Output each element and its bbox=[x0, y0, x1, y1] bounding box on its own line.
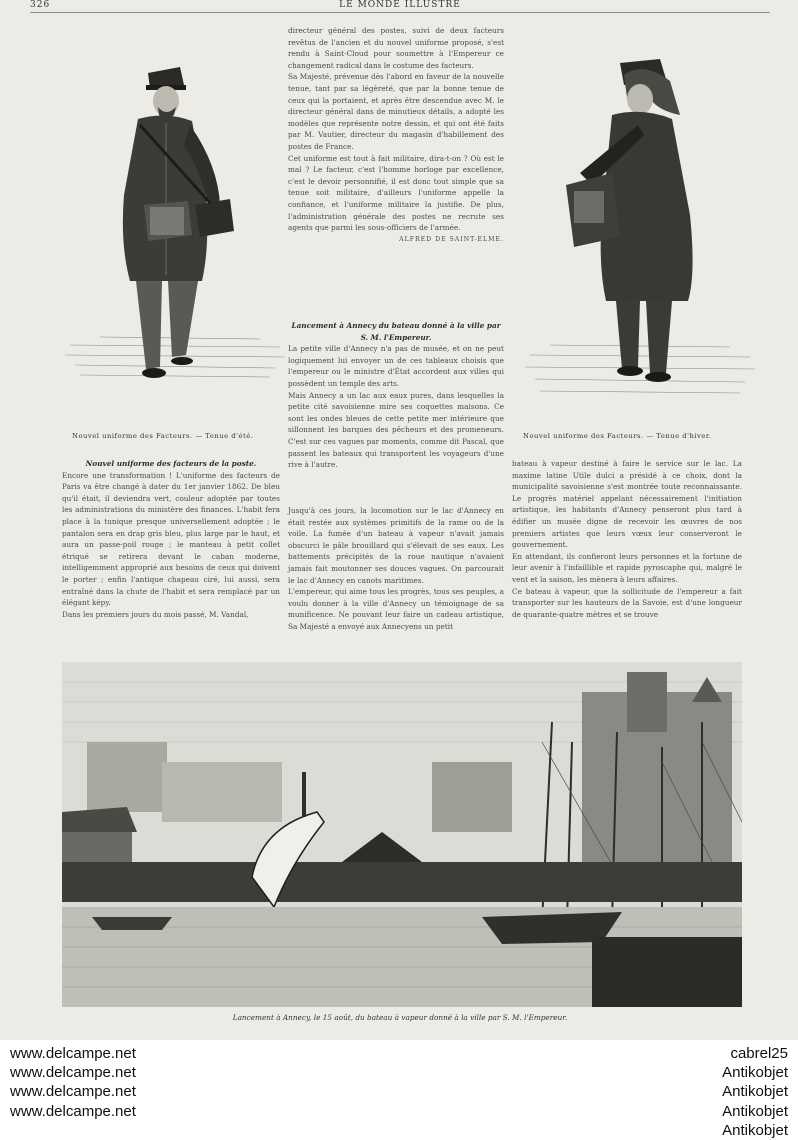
seller-name: Antikobjet bbox=[722, 1102, 788, 1120]
left-figure-caption: Nouvel uniforme des Facteurs. — Tenue d'été. bbox=[72, 432, 254, 440]
paragraph: Mais Annecy a un lac aux eaux pures, dans lesquelles la petite cité savoisienne mire ses coquettes maisons. Ce sont les ondes bleues de cette petite mer intérieure que sillonnent les barques des pêcheurs et des promeneurs. C'est sur ces vagues par moments, comme dit Pascal, que passent les bateaux qui transportent les voyageurs d'une rive à l'autre. bbox=[288, 390, 504, 470]
paragraph: La petite ville d'Annecy n'a pas de musée, et on ne peut logiquement lui envoyer un de ces tableaux choisis que l'empereur ou le ministre d'État accordent aux villes qui possèdent un temple des arts. bbox=[288, 344, 504, 388]
paragraph: bateau à vapeur destiné à faire le service sur le lac. La maxime latine Utile dulci a présidé à ce choix, dont la municipalité savoisienne s'est montrée toute reconnaissante. Le progrès matériel appelant nécessairement l'initiation artistique, les habitants d'Annecy penseront plus tard à édifier un musée digne de recevoir les œuvres de nos premiers artistes que leurs vœux leur conserveront le gouvernement. bbox=[512, 459, 742, 550]
bottom-figure-caption: Lancement à Annecy, le 15 août, du bateau à vapeur donné à la ville par S. M. l'Empereur. bbox=[232, 1013, 568, 1022]
article-heading: Lancement à Annecy du bateau donné à la ville par S. M. l'Empereur. bbox=[291, 321, 501, 342]
paragraph: directeur général des postes, suivi de deux facteurs revêtus de l'ancien et du nouvel uniforme proposé, s'est rendu à Saint-Cloud pour soumettre à l'Empereur ce changement radical dans le costume des facteurs. bbox=[288, 26, 504, 70]
watermark-footer bbox=[0, 1040, 798, 1139]
paragraph: En attendant, ils confieront leurs personnes et la fortune de leur avenir à l'infaillible et rapide pyroscaphe qui, malgré le vent et la saison, les mènera à leurs affaires. bbox=[512, 551, 742, 584]
article-annecy-lower bbox=[288, 505, 504, 633]
seller-name: cabrel25 bbox=[730, 1045, 788, 1062]
masthead-title: LE MONDE ILLUSTRÉ bbox=[339, 0, 461, 10]
article-postes bbox=[62, 458, 280, 620]
paragraph: Cet uniforme est tout à fait militaire, dira-t-on ? Où est le mal ? Le facteur, c'est l'homme horloge par excellence, c'est le devoir personnifié, il est donc tout simple que sa tenue soit militaire, d'ailleurs l'uniforme appelle la confiance, et l'uniforme militaire la justifie. De plus, l'administration générale des postes ne recrute ses agents que parmi les sous-officiers de l'armée. bbox=[288, 153, 504, 233]
article-heading: Nouvel uniforme des facteurs de la poste. bbox=[85, 459, 257, 468]
footer-seller-names bbox=[722, 1044, 788, 1140]
seller-name: Antikobjet bbox=[722, 1083, 788, 1101]
paragraph: Sa Majesté, prévenue dès l'abord en faveur de la nouvelle tenue, tant par sa légèreté, que par la bonne tenue de ceux qui la portaient, et après être descendue avec M. le directeur général dans de minutieux détails, a adopté les modèles que représente notre dessin, et qui ont été faits par M. Vautier, directeur du magasin d'habillement des postes de France. bbox=[288, 72, 504, 151]
article-postes-continuation bbox=[288, 25, 504, 245]
page-number: 326 bbox=[30, 0, 51, 10]
paragraph: Dans les premiers jours du mois passé, M. Vandal, bbox=[62, 609, 249, 619]
paragraph: Ce bateau à vapeur, que la sollicitude de l'empereur a fait transporter sur les hauteurs de la Savoie, est d'une longueur de quarante-quatre mètres et se trouve bbox=[512, 586, 742, 619]
article-signature: ALFRED DE SAINT-ELME. bbox=[399, 235, 504, 243]
footer-link[interactable]: www.delcampe.net bbox=[10, 1045, 136, 1062]
paragraph: Jusqu'à ces jours, la locomotion sur le lac d'Annecy en était restée aux systèmes primitifs de la rame ou de la voile. La fumée d'un bateau à vapeur n'avait jamais obscurci le pâle brouillard qui s'élevait de ses eaux. Les battements précipités de la roue nautique n'avaient jamais fait moutonner ses douces vagues. On parcourait le lac d'Annecy en canots maritimes. bbox=[288, 506, 504, 585]
seller-name: Antikobjet bbox=[722, 1064, 788, 1082]
footer-link[interactable]: www.delcampe.net bbox=[10, 1083, 136, 1101]
footer-link[interactable]: www.delcampe.net bbox=[10, 1064, 136, 1082]
footer-left-links bbox=[10, 1044, 136, 1121]
article-annecy-continuation bbox=[512, 458, 742, 620]
seller-name: Antikobjet bbox=[722, 1121, 788, 1139]
paragraph: Encore une transformation ! L'uniforme des facteurs de Paris va être changé à dater du 1er janvier 1862. De bleu qu'il était, il deviendra vert, couleur adoptée par toutes les administrations du ministère des finances. L'habit fera place à la tunique presque universellement adoptée ; le pantalon sera en drap gris bleu, plus large par le haut, et aura un passe-poil rouge ; le manteau à petit collet étriqué se retirera devant le caban moderne, intelligemment approprié aux besoins de ceux qui doivent le porter ; enfin l'antique chapeau ciré, lui aussi, sera entraîné dans la chute de l'habit et sera remplacé par un élégant képy. bbox=[62, 470, 280, 608]
right-figure-caption: Nouvel uniforme des Facteurs. — Tenue d'hiver. bbox=[523, 432, 712, 440]
masthead bbox=[30, 0, 770, 13]
footer-link[interactable]: www.delcampe.net bbox=[10, 1102, 136, 1120]
article-annecy bbox=[288, 320, 504, 471]
paragraph: L'empereur, qui aime tous les progrès, tous ses peuples, a voulu donner à la ville d'Annecy un témoignage de sa munificence. Ne pouvant leur faire un cadeau artistique, Sa Majesté a envoyé aux Annecyens un petit bbox=[288, 587, 504, 631]
